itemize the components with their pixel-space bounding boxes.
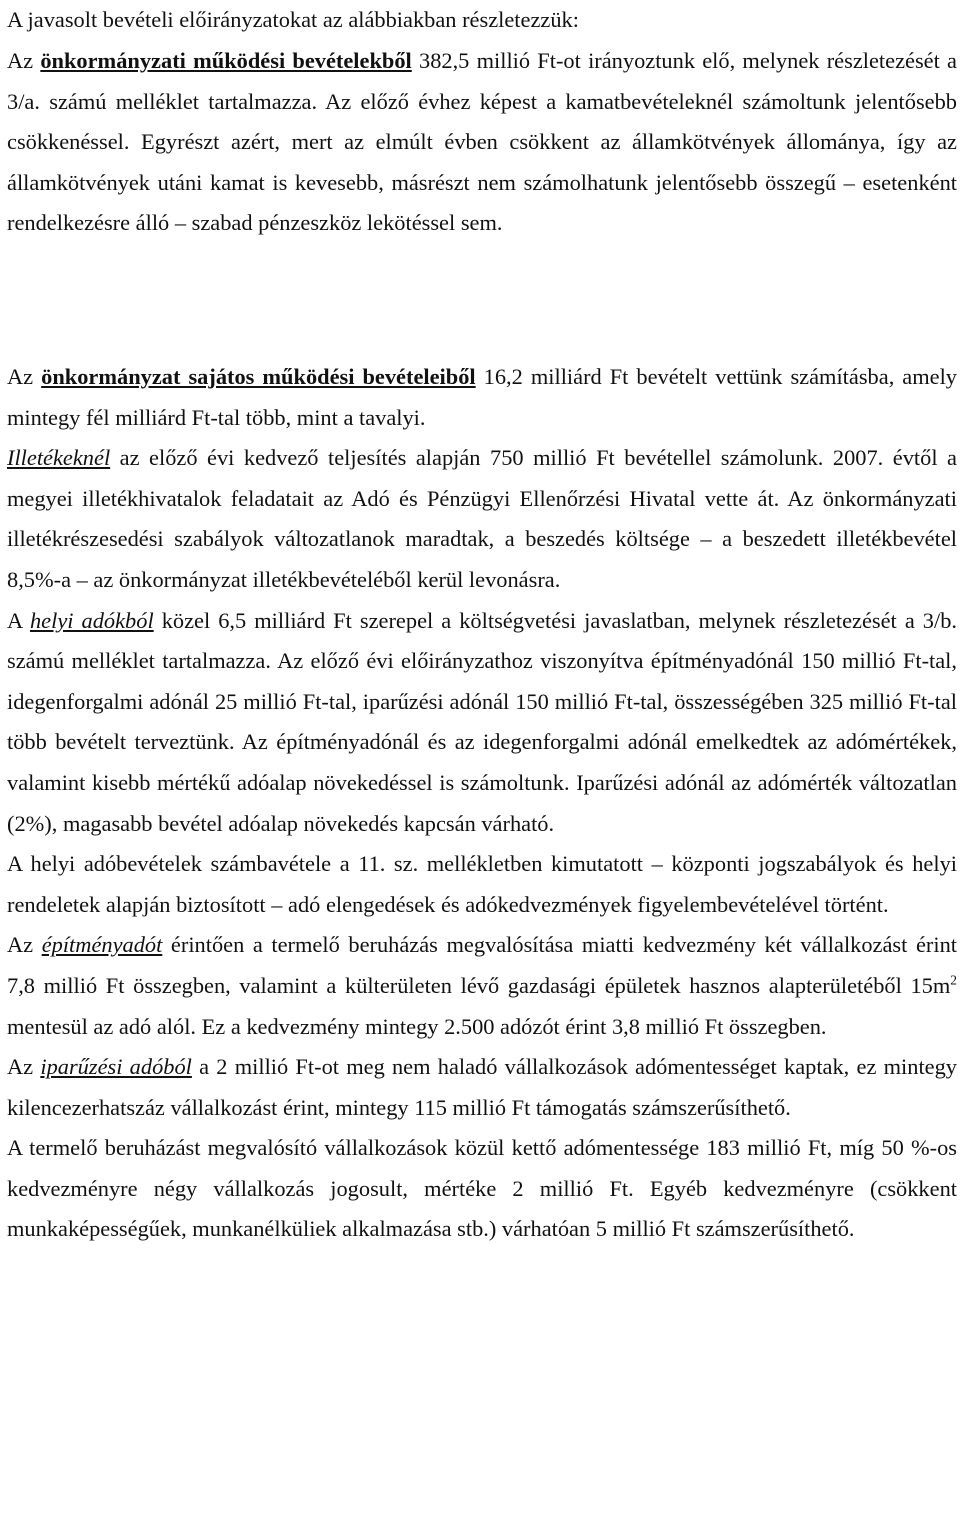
superscript: 2 <box>950 972 957 988</box>
text-run: 382,5 millió Ft-ot irányoztunk elő, melynek részletezését a 3/a. számú melléklet tartalmazza. Az előző évhez képest a kamatbevételeknél számoltunk jelentősebb csökkenéssel. Egyrészt azért, mert az elmúlt évben csökkent az államkötvények állománya, így az államkötvények utáni kamat is kevesebb, másrészt nem számolhatunk jelentősebb összegű – esetenként rendelkezésre álló – szabad pénzeszköz lekötéssel sem. <box>7 48 957 236</box>
paragraph-duties <box>7 438 957 600</box>
term-local-taxes: helyi adókból <box>29 607 154 633</box>
text-run: A <box>7 607 30 633</box>
text-run: közel 6,5 milliárd Ft szerepel a költségvetési javaslatban, melynek részletezését a 3/b. számú melléklet tartalmazza. Az előző évi előirányzathoz viszonyítva építményadónál 150 millió Ft-tal, idegenforgalmi adónál 25 millió Ft-tal, iparűzési adónál 150 millió Ft-tal, összességében 325 millió Ft-tal több bevételt terveztünk. Az építményadónál és az idegenforgalmi adónál emelkedtek az adómértékek, valamint kisebb mértékű adóalap növekedéssel is számoltunk. Iparűzési adónál az adómérték változatlan (2%), magasabb bevétel adóalap növekedés kapcsán várható. <box>7 607 957 836</box>
term-duties: Illetékeknél <box>7 445 111 471</box>
term-operating-revenue: önkormányzati működési bevételekből <box>40 48 412 73</box>
text-run: Az <box>7 1054 41 1080</box>
text-run: Az <box>7 364 42 389</box>
text-run: érintően a termelő beruházás megvalósítása miatti kedvezmény két vállalkozást érint 7,8 millió Ft összegben, valamint a külterületen lévő gazdasági épületek hasznos alapterületéből 15m <box>7 932 957 998</box>
paragraph-business-tax <box>7 1047 957 1128</box>
section-specific-revenue <box>7 357 957 1250</box>
term-building-tax: építményadót <box>41 932 163 958</box>
intro-line: A javasolt bevételi előirányzatokat az alábbiakban részletezzük: <box>7 7 579 32</box>
paragraph-building-tax <box>7 925 957 1047</box>
text-run: a 2 millió Ft-ot meg nem haladó vállalkozások adómentességet kaptak, ez mintegy kilencezerhatszáz vállalkozást érint, mintegy 115 millió Ft támogatás számszerűsíthető. <box>7 1054 957 1120</box>
term-specific-revenue: önkormányzat sajátos működési bevételeiből <box>41 364 476 389</box>
paragraph-operating-revenue <box>7 41 957 244</box>
text-run: az előző évi kedvező teljesítés alapján 750 millió Ft bevétellel számolunk. 2007. évtől a megyei illetékhivatalok feladatait az Adó és Pénzügyi Ellenőrzési Hivatal vette át. Az önkormányzati illetékrészesedési szabályok változatlanok maradtak, a beszedés költsége – a beszedett illetékbevétel 8,5%-a – az önkormányzat illetékbevételéből kerül levonásra. <box>7 445 957 592</box>
text-run: mentesül az adó alól. Ez a kedvezmény mintegy 2.500 adózót érint 3,8 millió Ft összegben. <box>7 1013 827 1039</box>
section-operating-revenue <box>7 41 957 244</box>
term-business-tax: iparűzési adóból <box>40 1054 192 1080</box>
text-run: 16,2 milliárd Ft bevételt vettünk számításba, amely mintegy fél milliárd Ft-tal több, mint a tavalyi. <box>7 364 958 430</box>
paragraph-tax-allowances: A helyi adóbevételek számbavétele a 11. sz. mellékletben kimutatott – központi jogszabályok és helyi rendeletek alapján biztosított – adó elengedések és adókedvezmények figyelembevételével történt. <box>7 851 957 917</box>
paragraph-specific-revenue <box>7 357 957 438</box>
paragraph-local-taxes <box>7 601 957 845</box>
paragraph-investment-exemptions: A termelő beruházást megvalósító vállalkozások közül kettő adómentessége 183 millió Ft, míg 50 %-os kedvezményre négy vállalkozás jogosult, mértéke 2 millió Ft. Egyéb kedvezményre (csökkent munkaképességűek, munkanélküliek alkalmazása stb.) várhatóan 5 millió Ft számszerűsíthető. <box>7 1135 957 1242</box>
text-run: Az <box>7 932 42 958</box>
text-run: Az <box>7 48 41 73</box>
